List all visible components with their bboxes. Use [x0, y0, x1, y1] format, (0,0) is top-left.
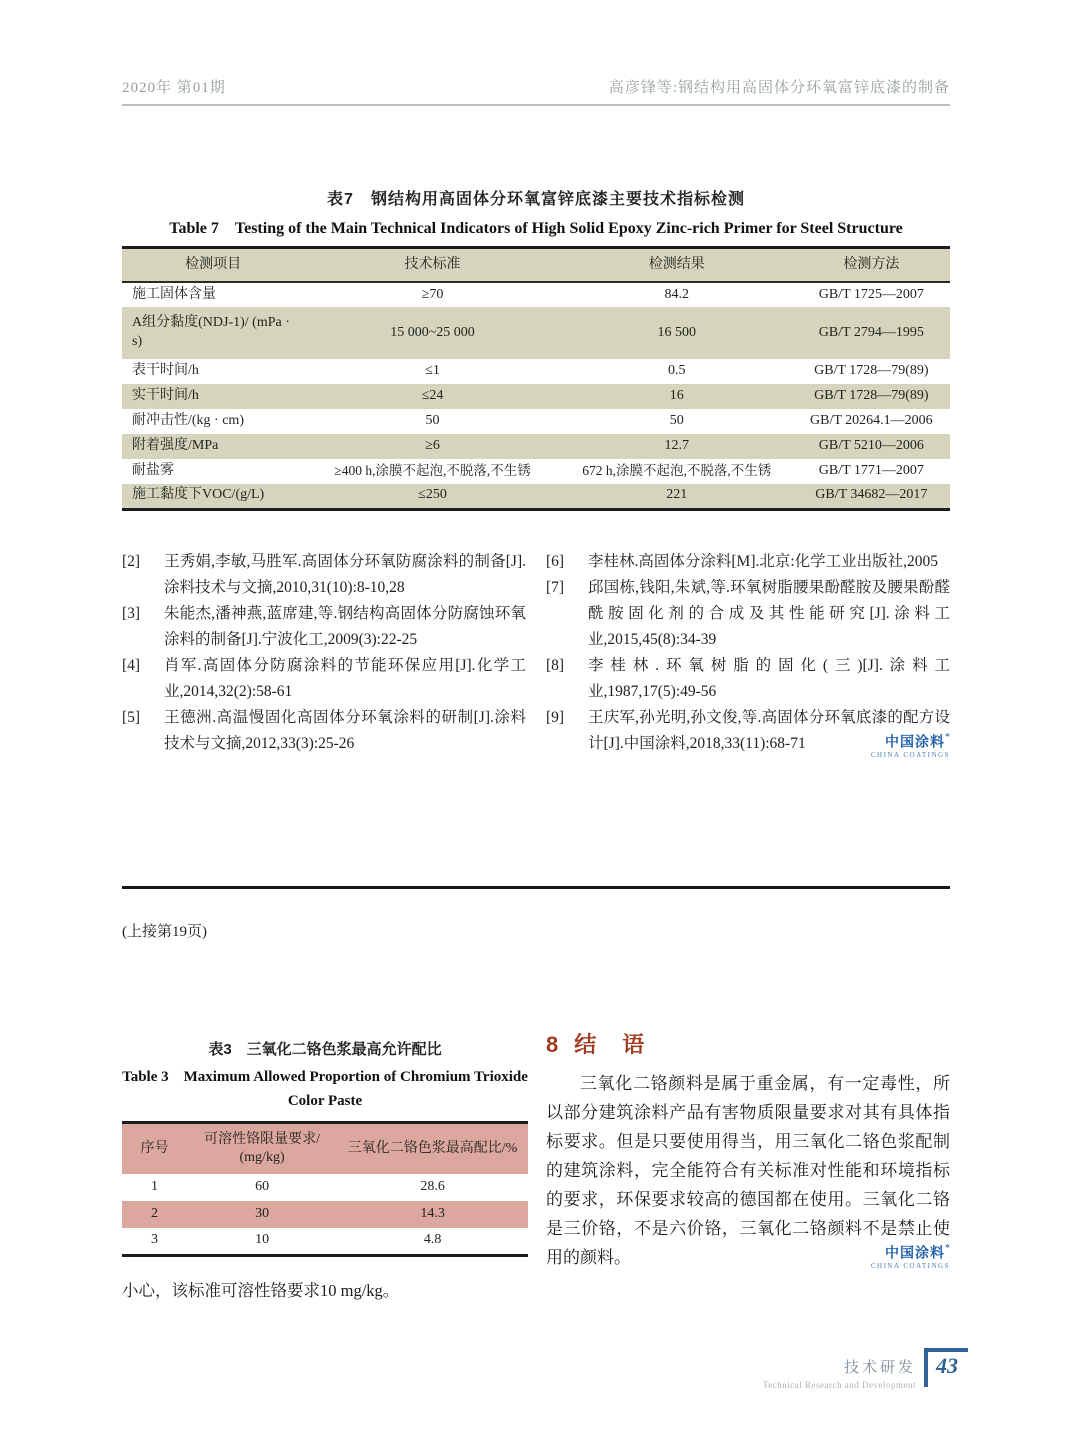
- star-icon: *: [945, 731, 950, 743]
- table3-header-row: [122, 1123, 528, 1175]
- page-number-box: [924, 1348, 968, 1387]
- cell: 表干时间/h: [132, 363, 199, 379]
- footer-labels: [763, 1356, 916, 1390]
- logo-text-zh: 中国涂料: [885, 733, 945, 749]
- table7-header-row: [122, 248, 950, 283]
- cell: ≤1: [425, 363, 440, 379]
- cell: 实干时间/h: [122, 384, 304, 409]
- cell: GB/T 20264.1—2006: [810, 413, 933, 429]
- table-row: [122, 459, 950, 484]
- reference-text: 邱国栋,钱阳,朱斌,等.环氧树脂腰果酚醛胺及腰果酚醛酰胺固化剂的合成及其性能研究[J].涂料工业,2015,45(8):34-39: [588, 579, 950, 648]
- reference-number: [6]: [546, 553, 565, 570]
- cell: 0.5: [667, 363, 686, 379]
- references-left-column: [122, 549, 526, 757]
- section-title: 结 语: [574, 1032, 647, 1057]
- table-row: [122, 1201, 528, 1228]
- cell: 16 500: [561, 307, 793, 359]
- footer-section-zh: 技术研发: [843, 1360, 916, 1376]
- reference-text: 王秀娟,李敏,马胜军.高固体分环氧防腐涂料的制备[J].涂料技术与文摘,2010,31(10):8-10,28: [164, 553, 526, 596]
- table-row: [122, 384, 950, 409]
- logo-text-zh: 中国涂料: [885, 1244, 945, 1260]
- reference-text: 朱能杰,潘神燕,蓝席建,等.钢结构高固体分防腐蚀环氧涂料的制备[J].宁波化工,2009(3):22-25: [164, 605, 526, 648]
- cell: 28.6: [420, 1179, 445, 1195]
- china-coatings-logo: [871, 733, 950, 759]
- cell: GB/T 1728—79(89): [793, 384, 950, 409]
- bottom-columns: [122, 1028, 950, 1301]
- reference-number: [9]: [546, 709, 565, 726]
- conclusion-paragraph: 三氧化二铬颜料是属于重金属，有一定毒性，所以部分建筑涂料产品有害物质限量要求对其有具体指标要求。但是只要使用得当，用三氧化二铬色浆配制的建筑涂料，完全能符合有关标准对性能和环境指标的要求，环保要求较高的德国都在使用。三氧化二铬是三价铬，不是六价铬，三氧化二铬颜料不是禁止使用的颜料。: [546, 1074, 950, 1267]
- cell: 4.8: [423, 1232, 442, 1248]
- reference-number: [5]: [122, 709, 141, 726]
- table7-section: [122, 186, 950, 511]
- cell: 14.3: [337, 1201, 528, 1228]
- reference-item: [122, 601, 526, 653]
- cell: 50: [669, 413, 684, 429]
- table-row: [122, 307, 950, 359]
- table3-note: 小心，该标准可溶性铬要求10 mg/kg。: [122, 1280, 400, 1300]
- references-right-column: [546, 549, 950, 757]
- table-row: [122, 484, 950, 509]
- table3: [122, 1121, 528, 1257]
- cell: 221: [561, 484, 793, 509]
- cell: 3: [150, 1232, 158, 1248]
- cell: ≥6: [304, 434, 561, 459]
- reference-number: [2]: [122, 553, 141, 570]
- table3-col-header: 序号: [122, 1123, 187, 1175]
- running-header: [122, 76, 950, 106]
- cell: 施工固体含量: [132, 286, 216, 302]
- table-row: [122, 1228, 528, 1255]
- table3-section: [122, 1028, 528, 1301]
- cell: GB/T 2794—1995: [793, 307, 950, 359]
- table-row: [122, 409, 950, 434]
- cell: ≥70: [421, 286, 444, 302]
- cell: ≤250: [304, 484, 561, 509]
- table-row: [122, 282, 950, 307]
- reference-number: [3]: [122, 605, 141, 622]
- cell: 672 h,涂膜不起泡,不脱落,不生锈: [582, 463, 772, 479]
- cell: 30: [187, 1201, 337, 1228]
- footer-section-en: Technical Research and Development: [762, 1380, 916, 1390]
- reference-item: [122, 549, 526, 601]
- reference-text: 肖军.高固体分防腐涂料的节能环保应用[J].化学工业,2014,32(2):58-61: [164, 657, 526, 700]
- cell: 耐盐雾: [132, 463, 174, 479]
- table7: [122, 246, 950, 511]
- cell: 84.2: [664, 286, 689, 302]
- logo-text-en: CHINA COATINGS: [870, 1262, 950, 1270]
- reference-number: [4]: [122, 657, 141, 674]
- cell: 施工黏度下VOC/(g/L): [122, 484, 304, 509]
- cell: 2: [122, 1201, 187, 1228]
- cell: 10: [255, 1232, 270, 1248]
- cell: ≥400 h,涂膜不起泡,不脱落,不生锈: [334, 463, 531, 479]
- page-number: 43: [936, 1353, 958, 1378]
- cell: 1: [150, 1179, 158, 1195]
- cell: 12.7: [561, 434, 793, 459]
- cell: GB/T 34682—2017: [793, 484, 950, 509]
- cell: A组分黏度(NDJ-1)/ (mPa · s): [122, 307, 304, 359]
- cell: 50: [425, 413, 440, 429]
- table-row: [122, 434, 950, 459]
- reference-item: [122, 705, 526, 757]
- reference-item: [122, 653, 526, 705]
- cell: 耐冲击性/(kg · cm): [132, 413, 244, 429]
- section-divider: [122, 886, 950, 889]
- cell: 附着强度/MPa: [122, 434, 304, 459]
- cell: GB/T 5210—2006: [793, 434, 950, 459]
- references-section: [122, 549, 950, 757]
- conclusion-section: [546, 1028, 950, 1301]
- running-title: 高彦锋等:钢结构用高固体分环氧富锌底漆的制备: [608, 80, 950, 96]
- table-row: [122, 359, 950, 384]
- reference-item: [546, 653, 950, 705]
- section-number: 8: [546, 1032, 561, 1057]
- star-icon: *: [945, 1242, 950, 1254]
- cell: 16: [561, 384, 793, 409]
- logo-text-en: CHINA COATINGS: [870, 751, 950, 759]
- china-coatings-logo: [865, 1244, 950, 1270]
- reference-item: [546, 549, 950, 575]
- conclusion-body-wrap: [546, 1069, 950, 1272]
- cell: GB/T 1725—2007: [818, 286, 924, 302]
- continuation-note: (上接第19页): [122, 924, 207, 940]
- reference-number: [8]: [546, 657, 565, 674]
- cell: ≤24: [304, 384, 561, 409]
- issue-label: 2020年 第01期: [122, 80, 226, 96]
- table7-col-header: 检测方法: [793, 248, 950, 283]
- cell: 15 000~25 000: [304, 307, 561, 359]
- page-footer: [763, 1348, 968, 1390]
- cell: GB/T 1771—2007: [818, 463, 924, 479]
- table3-col-header: 三氧化二铬色浆最高配比/%: [337, 1123, 528, 1175]
- table7-col-header: 检测结果: [561, 248, 793, 283]
- reference-number: [7]: [546, 579, 565, 596]
- reference-item: [546, 575, 950, 653]
- reference-text: 王德洲.高温慢固化高固体分环氧涂料的研制[J].涂料技术与文摘,2012,33(3):25-26: [164, 709, 526, 752]
- table-row: [122, 1174, 528, 1201]
- table7-col-header: 技术标准: [304, 248, 561, 283]
- cell: 60: [255, 1179, 270, 1195]
- section-heading: [546, 1028, 950, 1059]
- reference-text: 李桂林.环氧树脂的固化(三)[J].涂料工业,1987,17(5):49-56: [588, 657, 950, 700]
- table3-caption-en: Table 3 Maximum Allowed Proportion of Chromium Trioxide Color Paste: [122, 1069, 528, 1109]
- table7-caption-en: Table 7 Testing of the Main Technical Indicators of High Solid Epoxy Zinc-rich Primer for Steel Structure: [169, 220, 903, 237]
- cell: GB/T 1728—79(89): [814, 363, 929, 379]
- table7-col-header: 检测项目: [122, 248, 304, 283]
- table3-caption-zh: 表3 三氧化二铬色浆最高允许配比: [208, 1041, 442, 1058]
- table7-caption-zh: 表7 钢结构用高固体分环氧富锌底漆主要技术指标检测: [327, 191, 745, 208]
- reference-text: 李桂林.高固体分涂料[M].北京:化学工业出版社,2005: [588, 553, 939, 570]
- reference-text: 王庆军,孙光明,孙文俊,等.高固体分环氧底漆的配方设计[J].中国涂料,2018,33(11):68-71: [588, 709, 950, 752]
- table3-col-header: 可溶性铬限量要求/ (mg/kg): [187, 1123, 337, 1175]
